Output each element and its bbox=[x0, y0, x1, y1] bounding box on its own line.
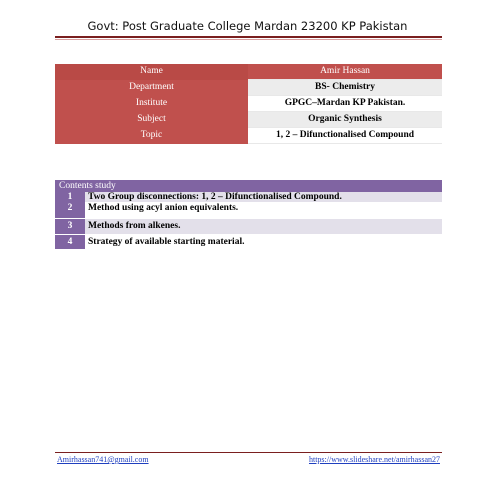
info-row-subject bbox=[55, 112, 442, 128]
contents-number: 2 bbox=[55, 202, 85, 218]
footer-divider bbox=[55, 452, 442, 453]
info-row-institute bbox=[55, 96, 442, 112]
info-row-department bbox=[55, 80, 442, 96]
contents-table bbox=[55, 180, 442, 249]
contents-number: 4 bbox=[55, 235, 85, 249]
contents-row bbox=[55, 234, 442, 249]
info-label: Name bbox=[55, 64, 248, 80]
info-label: Topic bbox=[55, 128, 248, 144]
info-row-topic bbox=[55, 128, 442, 144]
contents-text: Method using acyl anion equivalents. bbox=[85, 202, 442, 218]
contents-row bbox=[55, 202, 442, 218]
footer-email-link[interactable]: Amirhassan741@gmail.com bbox=[57, 455, 149, 464]
contents-heading: Contents study bbox=[55, 180, 442, 192]
info-label: Subject bbox=[55, 112, 248, 128]
header-divider-thin bbox=[55, 39, 442, 40]
student-info-table bbox=[55, 64, 442, 144]
info-value: Amir Hassan bbox=[248, 64, 442, 80]
header-divider bbox=[55, 36, 442, 38]
info-label: Institute bbox=[55, 96, 248, 112]
page-header-title: Govt: Post Graduate College Mardan 23200 KP Pakistan bbox=[87, 19, 408, 33]
info-label: Department bbox=[55, 80, 248, 96]
contents-text: Two Group disconnections: 1, 2 – Difunctionalised Compound. bbox=[85, 192, 442, 202]
info-value: 1, 2 – Difunctionalised Compound bbox=[248, 128, 442, 144]
contents-number: 1 bbox=[55, 192, 85, 202]
info-value: Organic Synthesis bbox=[248, 112, 442, 128]
contents-text: Strategy of available starting material. bbox=[85, 235, 442, 249]
info-row-name bbox=[55, 64, 442, 80]
info-value: BS- Chemistry bbox=[248, 80, 442, 96]
footer-slideshare-link[interactable]: https://www.slideshare.net/amirhassan27 bbox=[308, 455, 440, 464]
contents-text: Methods from alkenes. bbox=[85, 219, 442, 234]
contents-number: 3 bbox=[55, 219, 85, 234]
info-value: GPGC–Mardan KP Pakistan. bbox=[248, 96, 442, 112]
contents-row bbox=[55, 192, 442, 202]
contents-row bbox=[55, 218, 442, 234]
